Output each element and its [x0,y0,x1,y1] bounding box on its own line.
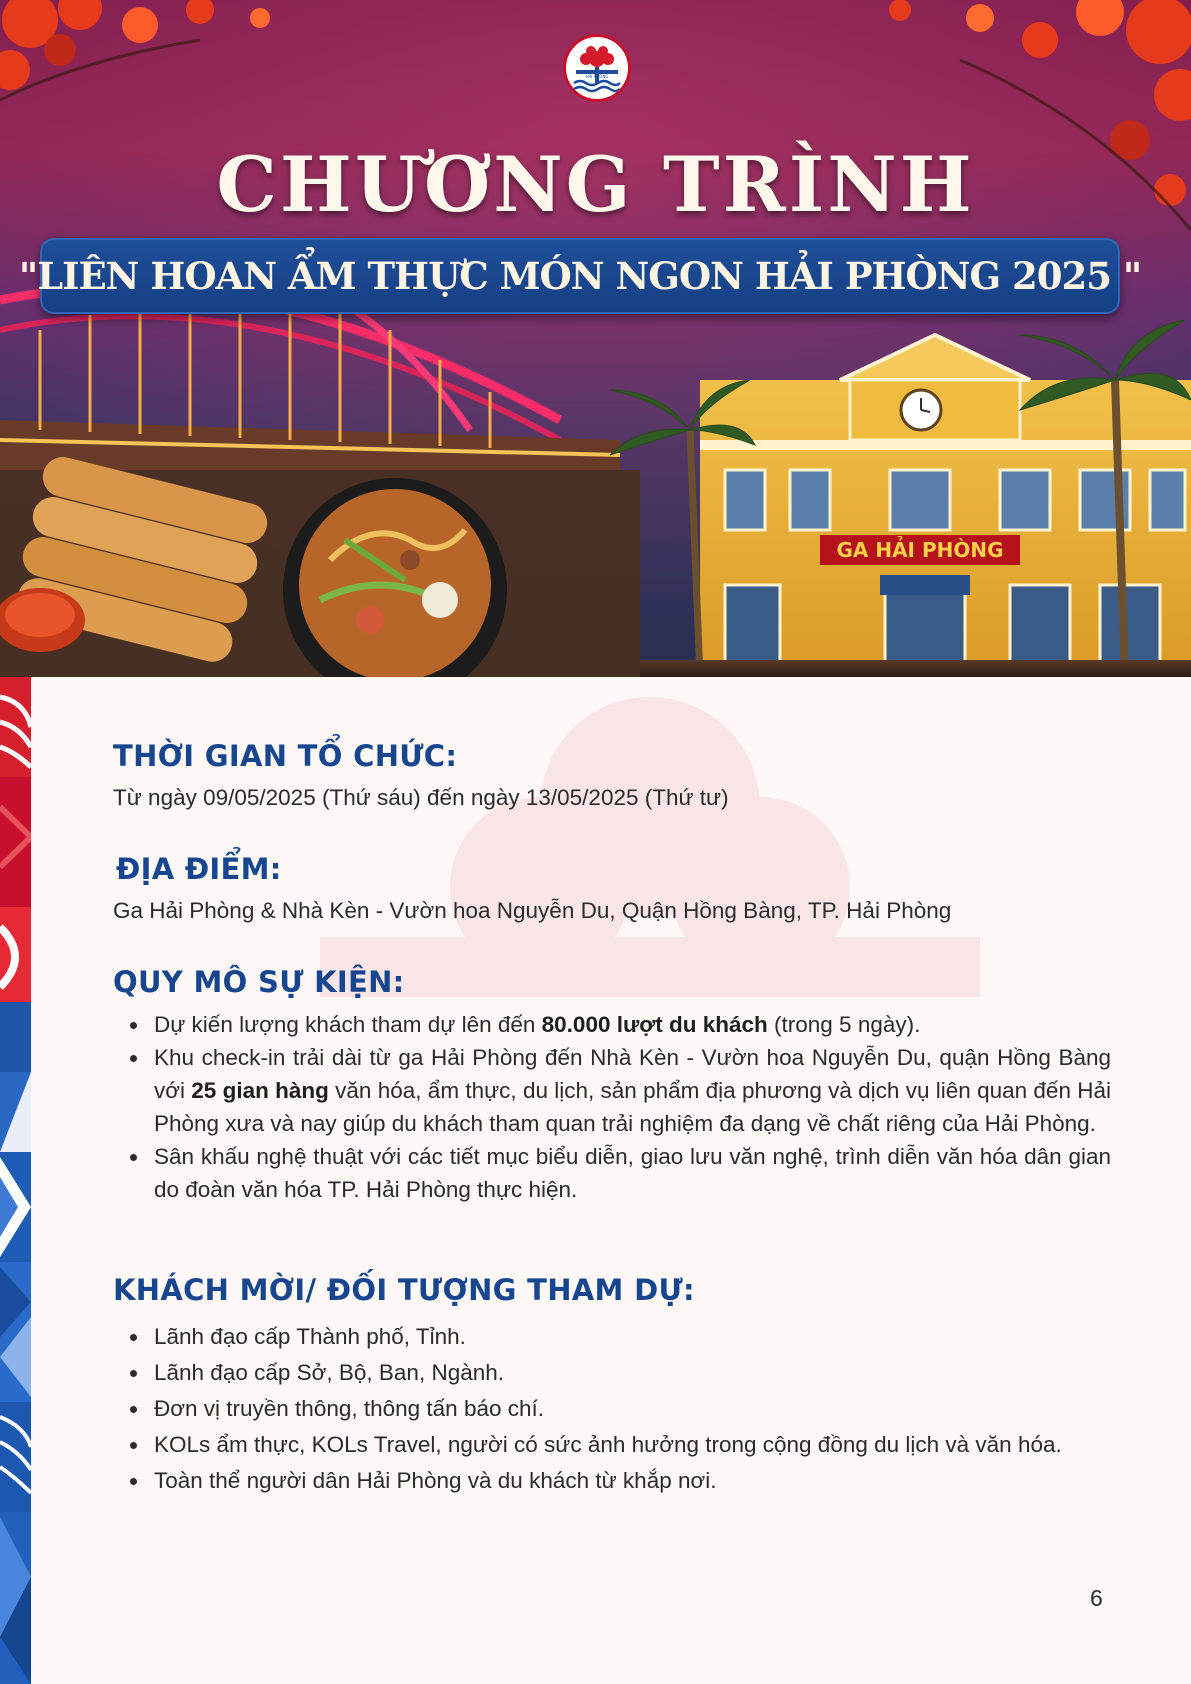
festival-name: "LIÊN HOAN ẨM THỰC MÓN NGON HẢI PHÒNG 2025 " [18,254,1142,298]
location-heading: ĐỊA ĐIỂM: [116,852,282,886]
list-item: Lãnh đạo cấp Thành phố, Tỉnh. [113,1319,1111,1355]
svg-text:HẢI PHÒNG: HẢI PHÒNG [585,74,609,79]
hai-phong-logo [563,34,631,102]
list-item: Khu check-in trải dài từ ga Hải Phòng đến Nhà Kèn - Vườn hoa Nguyễn Du, quận Hồng Bàng với 25 gian hàng văn hóa, ẩm thực, du lịch, sản phẩm địa phương và dịch vụ liên quan đến Hải Phòng xưa và nay giúp du khách tham quan trải nghiệm đa dạng về chất riêng của Hải Phòng. [113,1041,1111,1140]
scale-heading: QUY MÔ SỰ KIỆN: [113,965,405,999]
list-item: Đơn vị truyền thông, thông tấn báo chí. [113,1391,1111,1427]
time-text: Từ ngày 09/05/2025 (Thứ sáu) đến ngày 13/05/2025 (Thứ tư) [113,785,729,810]
list-item: Toàn thể người dân Hải Phòng và du khách từ khắp nơi. [113,1463,1111,1499]
time-heading: THỜI GIAN TỔ CHỨC: [113,739,458,773]
station-sign: GA HẢI PHÒNG [836,538,1004,562]
guests-heading: KHÁCH MỜI/ ĐỐI TƯỢNG THAM DỰ: [113,1273,695,1307]
list-item: Dự kiến lượng khách tham dự lên đến 80.000 lượt du khách (trong 5 ngày). [113,1008,1111,1041]
hero-banner-image [0,0,1191,677]
scale-list [113,1008,1111,1206]
page-number: 6 [1090,1585,1103,1611]
list-item: Lãnh đạo cấp Sở, Bộ, Ban, Ngành. [113,1355,1111,1391]
list-item: Sân khấu nghệ thuật với các tiết mục biểu diễn, giao lưu văn nghệ, trình diễn văn hóa dân gian do đoàn văn hóa TP. Hải Phòng thực hiện. [113,1140,1111,1206]
festival-name-banner [18,238,1142,314]
program-title: CHƯƠNG TRÌNH [216,140,975,229]
list-item: KOLs ẩm thực, KOLs Travel, người có sức ảnh hưởng trong cộng đồng du lịch và văn hóa. [113,1427,1111,1463]
program-details [0,677,1191,1684]
guests-list [113,1319,1111,1499]
location-text: Ga Hải Phòng & Nhà Kèn - Vườn hoa Nguyễn Du, Quận Hồng Bàng, TP. Hải Phòng [113,898,952,923]
